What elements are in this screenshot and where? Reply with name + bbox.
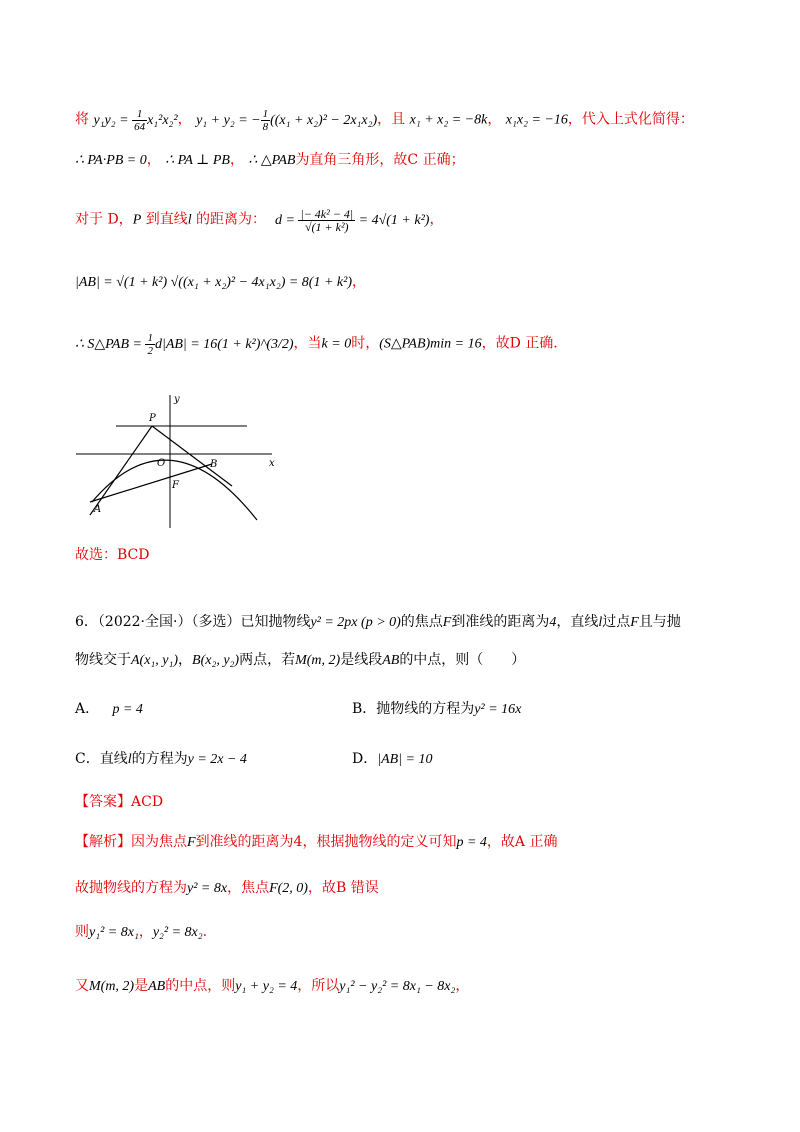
math-var: l bbox=[187, 212, 192, 228]
text-fragment: ，故B 错误 bbox=[307, 880, 379, 896]
text-fragment: ， bbox=[178, 652, 193, 668]
formula: y² = 16x bbox=[474, 702, 522, 717]
text-fragment: ，故D 正确. bbox=[481, 335, 558, 352]
text-fragment: 的中点，则 bbox=[165, 978, 236, 994]
formula: y₂² = 8x₂ bbox=[152, 925, 203, 940]
text-fragment: 又 bbox=[75, 978, 89, 994]
text-fragment: 对于 D， bbox=[75, 211, 133, 228]
tangent-pb bbox=[152, 426, 232, 486]
text-fragment: 的中点，则（ ） bbox=[399, 652, 526, 668]
text-fragment: （2022·全国·）（多选）已知抛物线 bbox=[97, 614, 311, 630]
formula: ∴ △PAB bbox=[248, 153, 296, 168]
text-fragment: ，故A 正确 bbox=[486, 834, 558, 850]
formula: M(m, 2) bbox=[89, 979, 135, 994]
formula: k = 0 bbox=[321, 336, 352, 352]
answer-tag: 【答案】ACD bbox=[75, 794, 164, 810]
math-var: F bbox=[630, 615, 639, 630]
option-label: D． bbox=[352, 751, 378, 767]
label-b: B bbox=[210, 459, 218, 470]
text-fragment: 两点，若 bbox=[239, 652, 296, 668]
formula: |AB| = √(1 + k²) √((x₁ + x₂)² − 4x₁x₂) = 8(1 + k²) bbox=[75, 275, 352, 290]
formula: y₁² = 8x₁ bbox=[89, 925, 139, 940]
math-var: AB bbox=[382, 653, 400, 668]
question-6-line-2 bbox=[75, 650, 740, 671]
solution-line-3: 对于 D，P 到直线l 的距离为： d = $\frac{\text{|− 4k² − 4|}}{\text{√(1 + k²)}}$ = 4√(1 + k²)， bbox=[75, 207, 444, 234]
chord-ab bbox=[90, 464, 212, 502]
parabola-figure bbox=[72, 390, 292, 530]
question-6-line-1 bbox=[75, 612, 740, 633]
text-fragment: 到直线 bbox=[141, 211, 188, 228]
label-y: y bbox=[174, 394, 180, 405]
text-fragment: 的焦点 bbox=[400, 614, 443, 630]
text-fragment: 【解析】因为焦点 bbox=[75, 834, 187, 850]
option-b bbox=[352, 698, 521, 718]
option-label: C．直线 bbox=[75, 751, 128, 767]
formula: (S△PAB)min = 16 bbox=[379, 336, 482, 352]
solution-line-4: |AB| = √(1 + k²) √((x₁ + x₂)² − 4x₁x₂) = 8(1 + k²)， bbox=[75, 274, 366, 290]
text-fragment: 的方程为 bbox=[131, 751, 188, 767]
solution-line-2: ∴ PA·PB = 0， ∴ PA ⊥ PB， ∴ △PAB为直角三角形，故C 正确； bbox=[75, 152, 465, 168]
formula: x₁ + x₂ = −8k bbox=[409, 112, 488, 128]
option-label: A． bbox=[75, 701, 100, 717]
formula: y₁² − y₂² = 8x₁ − 8x₂ bbox=[339, 979, 456, 994]
formula: M(m, 2) bbox=[295, 653, 341, 668]
solution-line-5 bbox=[75, 332, 740, 357]
option-d bbox=[352, 748, 432, 768]
label-x: x bbox=[269, 458, 275, 469]
option-a bbox=[75, 698, 143, 718]
text-fragment: 的距离为： bbox=[191, 211, 267, 228]
formula: y₁ + y₂ = − $\frac{1}{8}$ ((x₁ + x₂)² − 2x₁x₂) bbox=[196, 108, 378, 133]
formula: y = 2x − 4 bbox=[187, 752, 247, 767]
math-var: l bbox=[127, 752, 132, 767]
text-fragment: ，代入上式化简得： bbox=[567, 111, 694, 128]
formula: y² = 8x bbox=[187, 881, 228, 896]
text-fragment: . bbox=[202, 924, 208, 940]
text-fragment: ， bbox=[138, 924, 153, 940]
formula: ∴ S△PAB = $\frac{1}{2}$ d|AB| = 16(1 + k²)^(3/2) bbox=[75, 332, 294, 357]
text-fragment: 是 bbox=[134, 978, 149, 994]
option-label: B．抛物线的方程为 bbox=[352, 701, 475, 717]
label-a: A bbox=[94, 504, 102, 515]
question-number: 6． bbox=[75, 614, 98, 630]
analysis-line-3 bbox=[75, 922, 740, 943]
text-fragment: 时， bbox=[351, 335, 380, 352]
text-fragment: ， bbox=[455, 978, 470, 994]
formula: y₁ + y₂ = 4 bbox=[235, 979, 298, 994]
formula: y₁y₂ = $\frac{1}{64}$ x₁²x₂² bbox=[93, 108, 178, 133]
analysis-line-1 bbox=[75, 832, 740, 853]
label-p: P bbox=[149, 413, 156, 424]
formula: y² = 2px (p > 0) bbox=[310, 615, 401, 630]
text-fragment: 是线段 bbox=[340, 652, 383, 668]
text-fragment: 过点 bbox=[602, 614, 631, 630]
text-fragment: 物线交于 bbox=[75, 652, 131, 668]
math-var: AB bbox=[148, 979, 166, 994]
formula: p = 4 bbox=[112, 702, 143, 717]
analysis-line-4 bbox=[75, 976, 740, 997]
math-var: l bbox=[598, 615, 603, 630]
formula: A(x₁, y₁) bbox=[131, 653, 179, 668]
math-var: 4 bbox=[549, 615, 557, 630]
math-var: P bbox=[132, 212, 142, 228]
label-o: O bbox=[157, 458, 166, 469]
solution-line-1 bbox=[75, 108, 740, 133]
math-var: F bbox=[442, 615, 452, 630]
text-fragment: ，所以 bbox=[297, 978, 340, 994]
formula: ∴ PA·PB = 0 bbox=[75, 153, 147, 168]
formula: |AB| = 10 bbox=[377, 752, 433, 767]
tangent-pa bbox=[90, 426, 152, 515]
text-fragment: ，当 bbox=[293, 335, 322, 352]
formula: ∴ PA ⊥ PB bbox=[165, 153, 230, 168]
formula: p = 4 bbox=[456, 835, 487, 850]
text-fragment: 故抛物线的方程为 bbox=[75, 880, 187, 896]
text-fragment: 为直角三角形，故C 正确； bbox=[295, 152, 465, 168]
text-fragment: 到准线的距离为 bbox=[451, 614, 550, 630]
label-f: F bbox=[172, 480, 179, 491]
analysis-line-2 bbox=[75, 878, 740, 899]
answer-select: 故选：BCD bbox=[75, 547, 150, 563]
formula: F(2, 0) bbox=[269, 881, 308, 896]
text-fragment: 将 bbox=[75, 111, 89, 128]
text-fragment: 到准线的距离为4，根据抛物线的定义可知 bbox=[195, 834, 457, 850]
text-fragment: ，直线 bbox=[556, 614, 599, 630]
option-c bbox=[75, 748, 247, 768]
text-fragment: 则 bbox=[75, 924, 89, 940]
text-fragment: ，焦点 bbox=[227, 880, 270, 896]
text-fragment: 且与抛 bbox=[638, 614, 681, 630]
text-fragment: ， bbox=[487, 111, 502, 128]
text-fragment: ，且 bbox=[377, 111, 406, 128]
formula: x₁x₂ = −16 bbox=[505, 112, 568, 128]
text-fragment: ， bbox=[177, 111, 192, 128]
math-var: F bbox=[187, 835, 196, 850]
formula: B(x₂, y₂) bbox=[192, 653, 240, 668]
distance-formula: d = $\frac{\text{|− 4k² − 4|}}{\text{√(1 + k²)}}$ = 4√(1 + k²) bbox=[274, 207, 430, 234]
